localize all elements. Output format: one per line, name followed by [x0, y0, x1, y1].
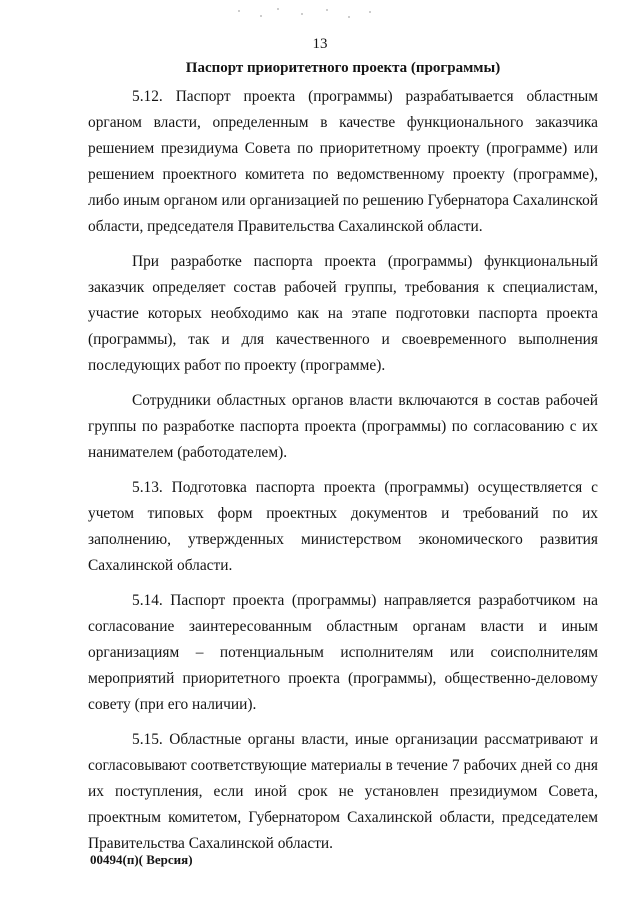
paragraph-5-14: 5.14. Паспорт проекта (программы) направляется разработчиком на согласование заинтересованным областным органам власти и иным организациям – потенциальным исполнителям или соисполнителям мероприятий приоритетного проекта (программы), общественно-деловому совету (при его наличии).: [88, 592, 598, 713]
scan-noise: [230, 6, 390, 20]
section-title: Паспорт приоритетного проекта (программы): [185, 60, 501, 76]
paragraph-5-13: 5.13. Подготовка паспорта проекта (программы) осуществляется с учетом типовых форм проектных документов и требований по их заполнению, утвержденных министерством экономического развития Сахалинской области.: [88, 479, 598, 574]
page-number: 13: [312, 36, 328, 52]
document-body: [88, 84, 598, 866]
paragraph-working-group: При разработке паспорта проекта (программы) функциональный заказчик определяет состав рабочей группы, требования к специалистам, участие которых необходимо как на этапе подготовки паспорта проекта (программы), так и для качественного и своевременного выполнения последующих работ по проекту (программе).: [88, 253, 598, 374]
paragraph-employees: Сотрудники областных органов власти включаются в состав рабочей группы по разработке паспорта проекта (программы) по согласованию с их нанимателем (работодателем).: [88, 392, 598, 461]
document-code: 00494(п)( Версия): [90, 852, 193, 867]
paragraph-5-12: 5.12. Паспорт проекта (программы) разрабатывается областным органом власти, определенным в качестве функционального заказчика решением президиума Совета по приоритетному проекту (программе) или решением проектного комитета по ведомственному проекту (программе), либо иным органом или организацией по решению Губернатора Сахалинской области, председателя Правительства Сахалинской области.: [88, 88, 598, 235]
paragraph-5-15: 5.15. Областные органы власти, иные организации рассматривают и согласовывают соответствующие материалы в течение 7 рабочих дней со дня их поступления, если иной срок не установлен президиумом Совета, проектным комитетом, Губернатором Сахалинской области, председателем Правительства Сахалинской области.: [88, 731, 598, 852]
